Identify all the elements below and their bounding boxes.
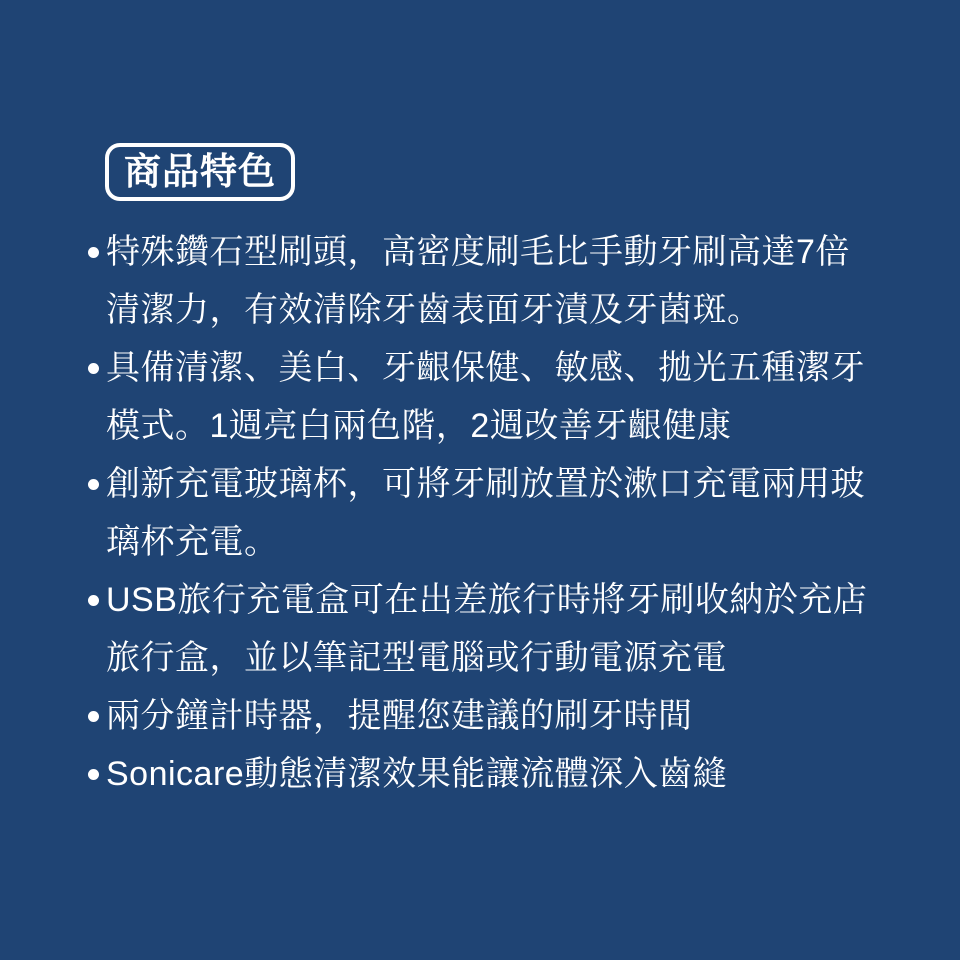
feature-item (88, 339, 882, 455)
bullet-icon (88, 595, 99, 606)
bullet-icon (88, 247, 99, 258)
bullet-icon (88, 711, 99, 722)
product-features-panel (88, 143, 882, 803)
feature-item (88, 571, 882, 687)
feature-text: 具備清潔、美白、牙齦保健、敏感、拋光五種潔牙模式。1週亮白兩色階，2週改善牙齦健康 (106, 349, 865, 445)
feature-text: Sonicare動態清潔效果能讓流體深入齒縫 (106, 755, 728, 793)
section-title-badge (105, 143, 295, 201)
bullet-icon (88, 363, 99, 374)
feature-item (88, 455, 882, 571)
feature-text: 特殊鑽石型刷頭，高密度刷毛比手動牙刷高達7倍清潔力，有效清除牙齒表面牙漬及牙菌斑。 (106, 233, 850, 329)
bullet-icon (88, 769, 99, 780)
bullet-icon (88, 479, 99, 490)
feature-item (88, 223, 882, 339)
feature-text: 兩分鐘計時器，提醒您建議的刷牙時間 (106, 697, 693, 735)
feature-text: USB旅行充電盒可在出差旅行時將牙刷收納於充店旅行盒，並以筆記型電腦或行動電源充電 (106, 581, 868, 677)
section-title: 商品特色 (124, 151, 276, 192)
feature-item (88, 745, 882, 803)
feature-text: 創新充電玻璃杯，可將牙刷放置於漱口充電兩用玻璃杯充電。 (106, 465, 865, 561)
feature-list (88, 223, 882, 803)
feature-item (88, 687, 882, 745)
